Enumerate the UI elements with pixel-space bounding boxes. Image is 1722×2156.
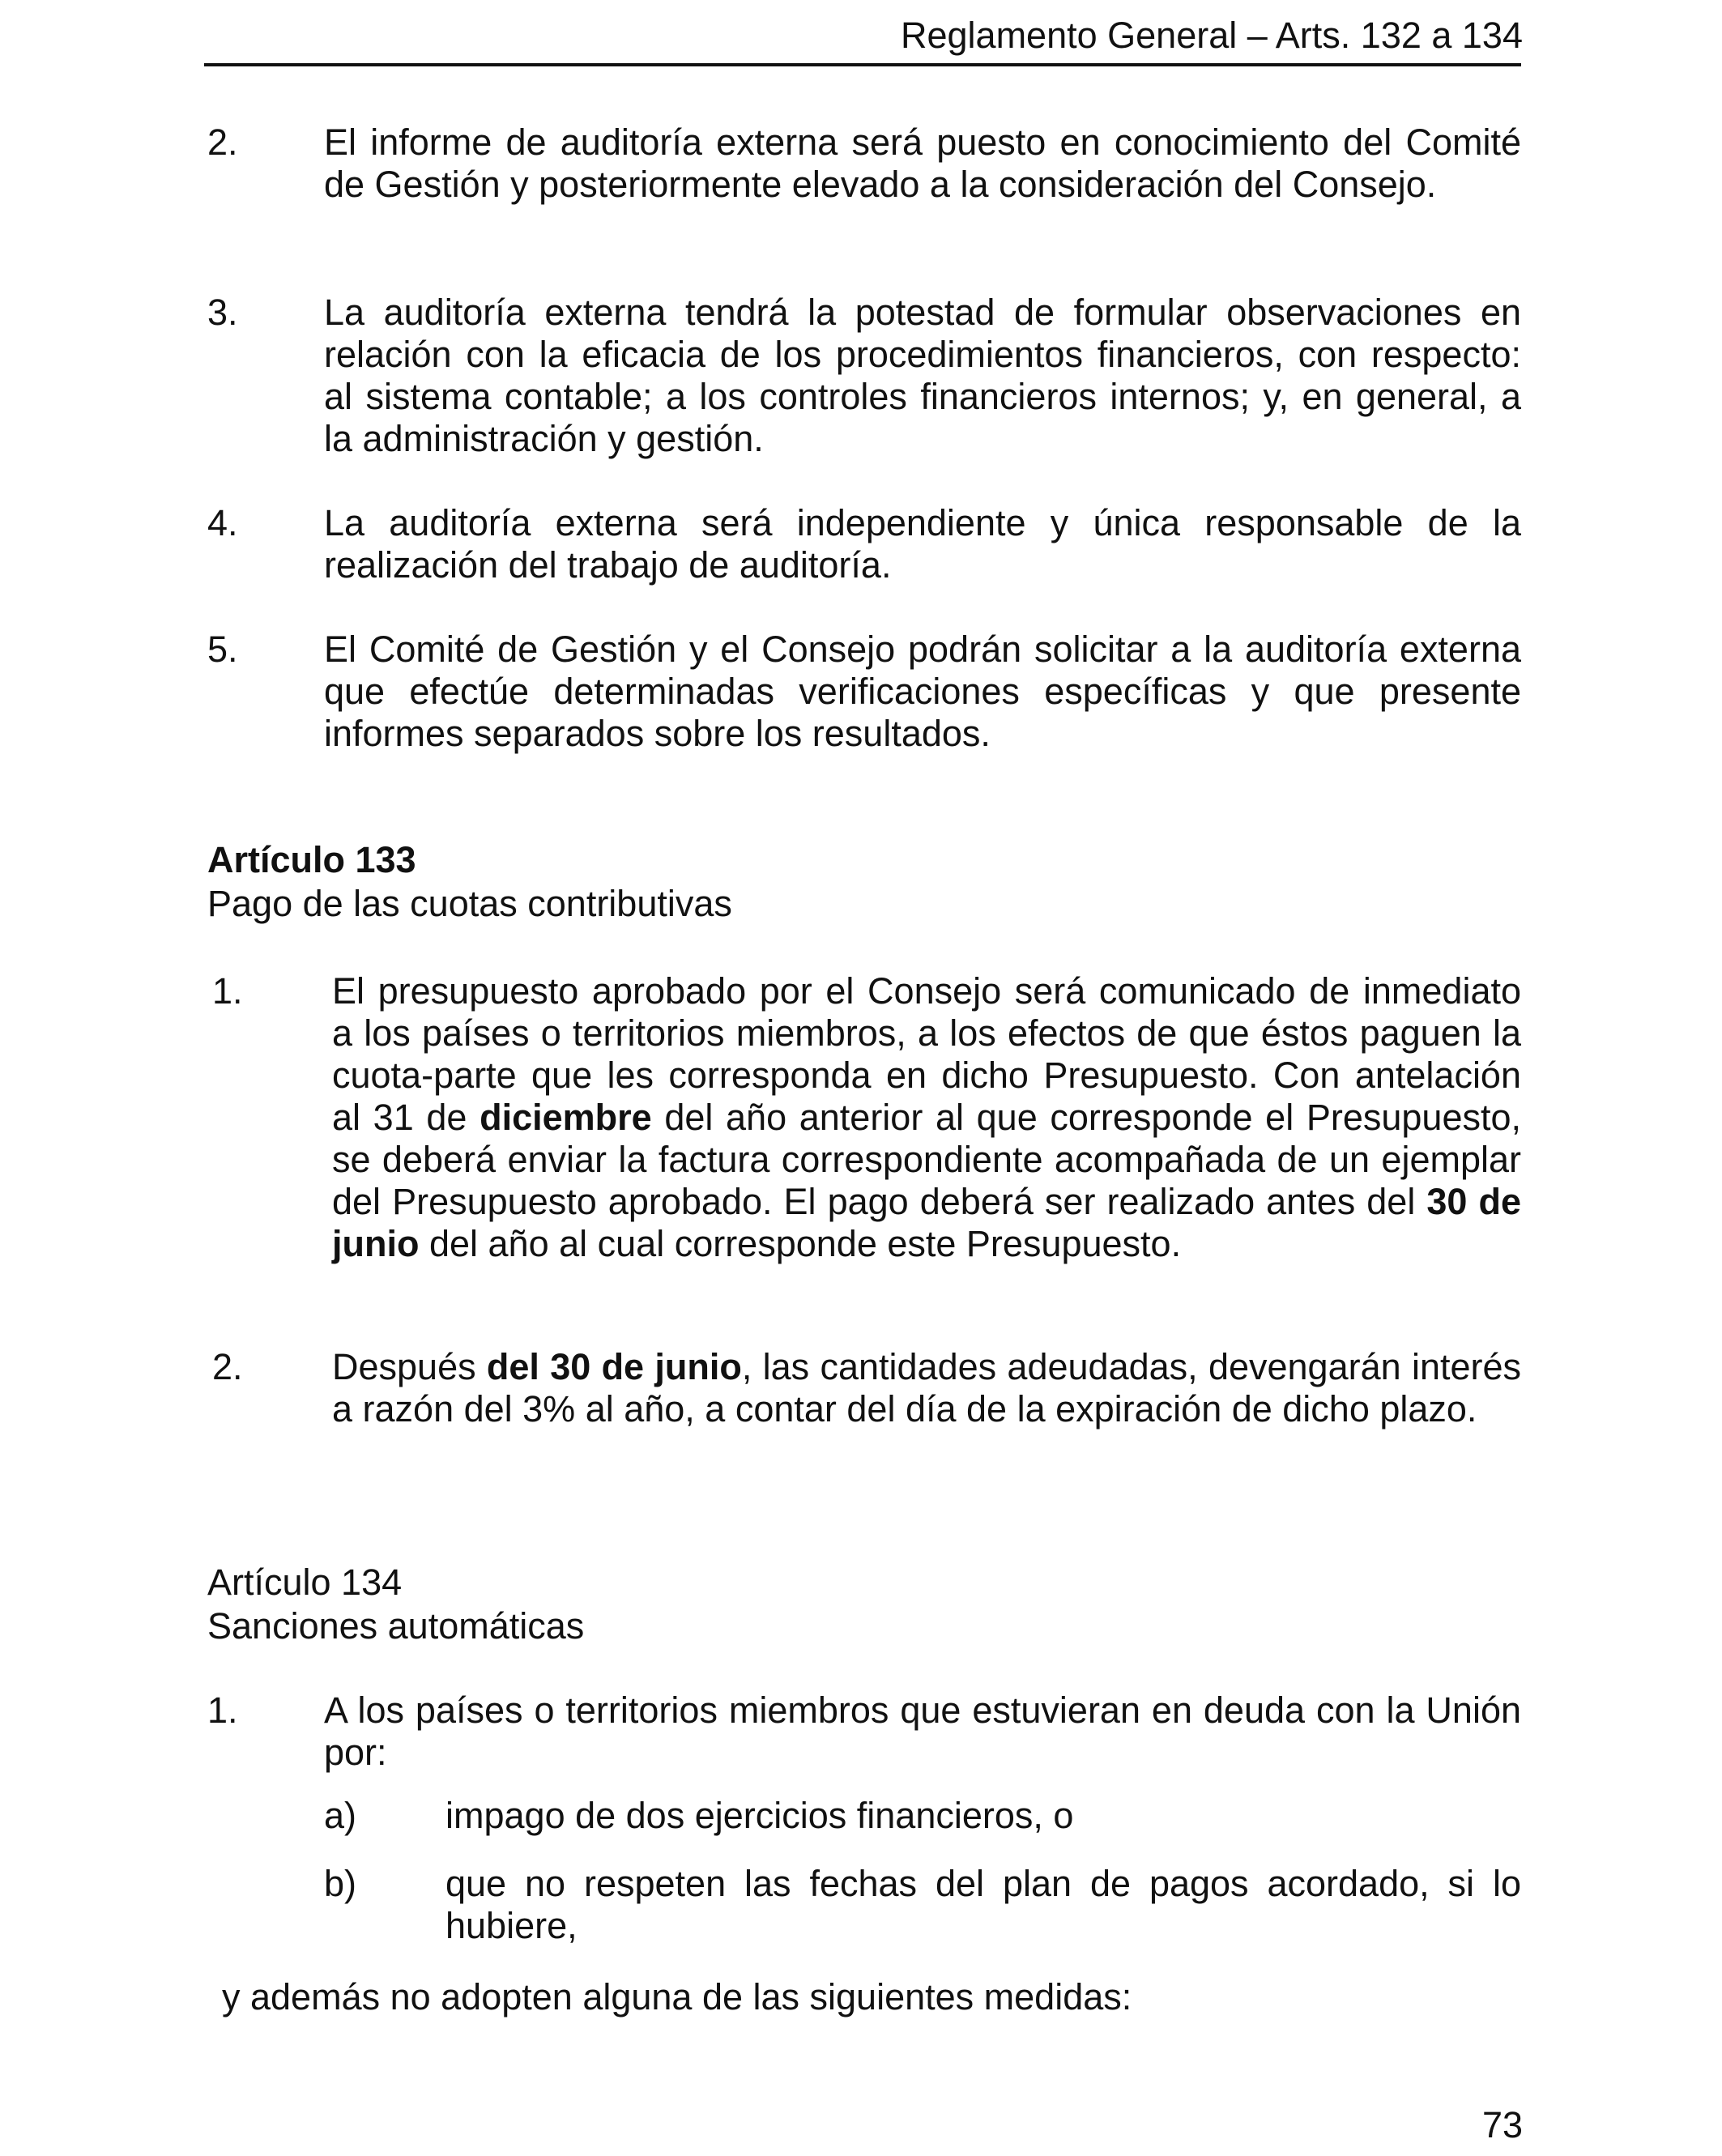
item-number: 1.	[212, 970, 243, 1012]
art134-item-1	[204, 1689, 1521, 1774]
item-text: El Comité de Gestión y el Consejo podrán solicitar a la auditoría externa que efectúe determinadas verificaciones específicas y que presente informes separados sobre los resultados.	[324, 628, 1521, 754]
item-text: La auditoría externa tendrá la potestad de formular observaciones en relación con la eficacia de los procedimientos financieros, con respecto: al sistema contable; a los controles financieros internos; y, en general, a la administración y gestión.	[324, 292, 1521, 459]
article-134-subtitle: Sanciones automáticas	[207, 1605, 585, 1647]
art132-item-5	[204, 628, 1521, 755]
art132-item-4	[204, 502, 1521, 586]
bold-date: 30 de junio	[332, 1181, 1521, 1264]
text-segment: , las cantidades adeudadas, devengarán interés a razón del 3% al año, a contar del día de la expiración de dicho plazo.	[332, 1346, 1522, 1430]
item-text	[332, 1346, 1521, 1430]
item-text: A los países o territorios miembros que estuvieran en deuda con la Unión por:	[324, 1689, 1521, 1773]
running-header: Reglamento General – Arts. 132 a 134	[901, 15, 1523, 56]
item-number: 3.	[207, 292, 238, 333]
article-133-subtitle: Pago de las cuotas contributivas	[207, 883, 732, 924]
text-segment: El presupuesto aprobado por el Consejo será comunicado de inmediato a los países o territorios miembros, a los efectos de que éstos paguen la cuota-parte que les corresponda en dicho Presupuesto. Con antelación al 31 de	[332, 970, 1521, 1138]
page-number: 73	[1481, 2104, 1523, 2145]
text-segment: del año al cual corresponde este Presupuesto.	[419, 1223, 1182, 1264]
art132-item-3	[204, 292, 1521, 460]
item-number: 5.	[207, 628, 238, 670]
item-text: La auditoría externa será independiente y única responsable de la realización del trabajo de auditoría.	[324, 502, 1521, 586]
subitem-letter: a)	[324, 1795, 357, 1836]
bold-date: diciembre	[480, 1097, 652, 1138]
item-number: 4.	[207, 502, 238, 543]
art133-item-1	[204, 970, 1521, 1265]
art134-subitem-a	[324, 1795, 1521, 1837]
art133-item-2	[204, 1346, 1521, 1430]
text-segment: del año anterior al que corresponde el Presupuesto, se deberá enviar la factura correspondiente acompañada de un ejemplar del Presupuesto aprobado. El pago deberá ser realizado antes del	[332, 1097, 1522, 1222]
article-134-heading: Artículo 134	[207, 1562, 403, 1603]
subitem-letter: b)	[324, 1863, 357, 1904]
closing-sentence: y además no adopten alguna de las siguientes medidas:	[222, 1976, 1132, 2018]
item-number: 2.	[207, 121, 238, 163]
item-text	[332, 970, 1521, 1265]
subitem-text: que no respeten las fechas del plan de pagos acordado, si lo hubiere,	[445, 1863, 1521, 1946]
header-rule	[204, 63, 1521, 66]
art134-subitem-b	[324, 1863, 1521, 1947]
item-text: El informe de auditoría externa será puesto en conocimiento del Comité de Gestión y posteriormente elevado a la consideración del Consejo.	[324, 121, 1521, 205]
subitem-text: impago de dos ejercicios financieros, o	[445, 1795, 1074, 1836]
text-segment: Después	[332, 1346, 487, 1387]
article-133-heading: Artículo 133	[207, 839, 416, 880]
art132-item-2	[204, 121, 1521, 206]
item-number: 2.	[212, 1346, 243, 1387]
bold-date: del 30 de junio	[486, 1346, 742, 1387]
item-number: 1.	[207, 1689, 238, 1731]
